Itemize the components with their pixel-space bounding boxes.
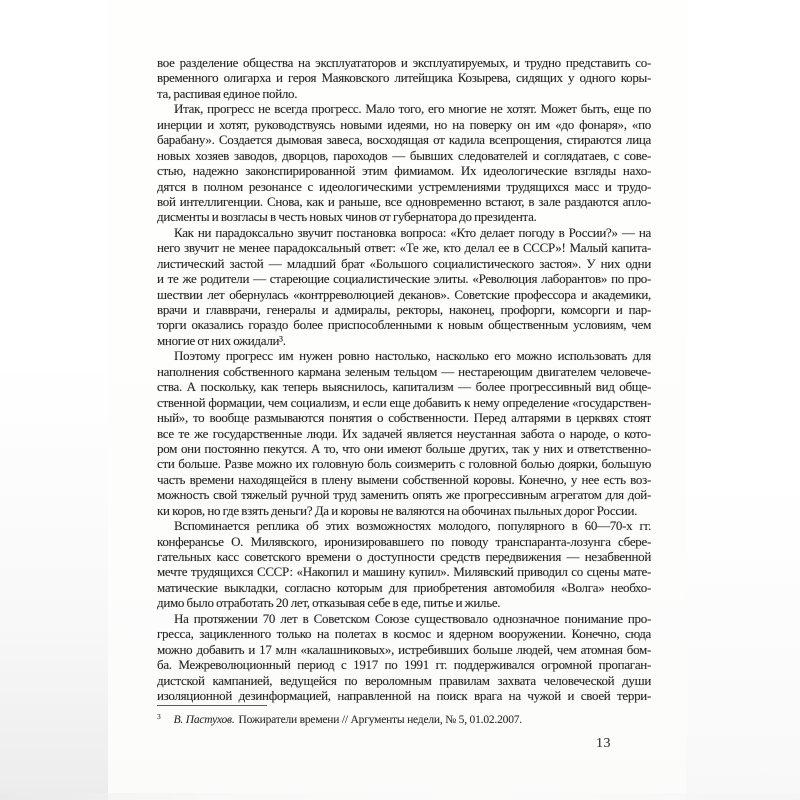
text-line: матические выкладки, согласно которым для приобретения автомобиля «Волга» необхо-: [157, 579, 651, 595]
footnote-marker: 3: [157, 712, 161, 721]
text-block: [157, 55, 651, 703]
footnote-author: В. Пастухов.: [173, 714, 235, 726]
text-line: гательных касс советского времени о доступности средств передвижения — незабвенной: [157, 549, 651, 564]
text-line: наполнения собственного кармана зеленым тельцом — нестареющим двигателем человече-: [157, 363, 651, 379]
page-number: 13: [596, 736, 611, 751]
text-line: и те же родители — стареющие социалистические элиты. «Революция лаборантов» по про-: [157, 271, 651, 287]
right-margin-shadow: [686, 0, 800, 800]
text-line: дисменты и возгласы в честь новых чинов от губернатора до президента.: [157, 209, 537, 225]
text-line: Вспоминается реплика об этих возможностях молодого, популярного в 60—70-х гг.: [174, 518, 651, 534]
text-line: мечте трудящихся СССР: «Накопил и машину купил». Милявский приводил со сцены мате-: [157, 564, 651, 580]
footnote: [157, 710, 651, 727]
text-line: гресса, зацикленного только на полетах в космос и ядерном вооружении. Конечно, сюда: [157, 626, 651, 642]
text-line: можность свой тяжелый ручной труд заменить опять же прогрессивным агрегатом для дой-: [157, 487, 651, 503]
text-line: стью, надежно законспирированной этим фимиамом. Их идеологические взгляды нахо-: [157, 163, 651, 179]
footnote-divider: [157, 705, 267, 706]
text-line: ром они постоянно пекутся. А то, что они имеют больше других, так у них и ответственно-: [157, 440, 651, 456]
text-line: часть времени находящейся в плену вымени собственной коровы. Конечно, у нее есть воз-: [157, 471, 651, 487]
text-line: ки коров, но где взять деньги? Да и коровы не валяются на обочинах пыльных дорог России.: [157, 502, 638, 518]
footnote-reference: Пожиратели времени // Аргументы недели, № 5, 01.02.2007.: [238, 714, 522, 726]
text-line: изоляционной дезинформацией, направленной на поиск врага на чужой и своей терри-: [157, 687, 651, 703]
text-line: ба. Межреволюционный период с 1917 по 1991 гг. поддерживался огромной пропаган-: [157, 657, 651, 673]
text-line: та, распивая единое пойло.: [157, 85, 298, 101]
text-line: дятся в полном резонансе с идеологическими устремлениями трудящихся масс и трудо-: [157, 178, 651, 194]
text-line: Поэтому прогресс им нужен ровно настолько, насколько его можно использовать для: [174, 348, 651, 364]
text-line: вое разделение общества на эксплуататоров и эксплуатируемых, и трудно представить со-: [157, 55, 651, 70]
text-line: временного олигарха и героя Маяковского литейщика Козырева, сидящих у одного коры-: [157, 70, 651, 86]
text-line: ный», то вообще размываются понятия о собственности. Перед алтарями в церквях стоят: [157, 410, 651, 426]
text-line: многие от них ожидали³.: [157, 332, 286, 348]
left-margin-shadow: [0, 0, 108, 800]
text-line: врачи и главврачи, генералы и адмиралы, ректоры, наконец, профорги, комсорги и пар-: [157, 302, 651, 317]
text-line: инерции и хотят, руководствуясь новыми идеями, но на поверку он им «до фонаря», «по: [157, 116, 651, 132]
text-line: барабану». Создается дымовая завеса, восходящая от кадила всепрощения, стираются лица: [157, 132, 651, 148]
bottom-edge-shadow: [0, 793, 800, 800]
text-line: листический застой — младший брат «Большого социалистического застоя». У них одни: [157, 255, 651, 271]
text-line: него звучит не менее парадоксальный ответ: «Те же, кто делал ее в СССР»! Малый капита-: [157, 240, 651, 256]
text-line: сти больше. Разве можно их головную боль соизмерить с головной болью доярки, большую: [157, 456, 651, 472]
text-line: вой интеллигенции. Снова, как и раньше, все одновременно встают, в зале раздаются апло-: [157, 193, 651, 209]
text-line: На протяжении 70 лет в Советском Союзе существовало однозначное понимание про-: [174, 610, 651, 626]
text-line: Как ни парадоксально звучит постановка вопроса: «Кто делает погоду в России?» — на: [174, 224, 651, 240]
text-line: шествии лет обернулась «контрреволюцией деканов». Советские профессора и академики,: [157, 286, 651, 302]
text-line: Итак, прогресс не всегда прогресс. Мало того, его многие не хотят. Может быть, еще по: [174, 101, 651, 117]
text-line: торги оказались гораздо более приспособленными к новым общественным условиям, чем: [157, 317, 651, 333]
text-line: конферансье О. Милявского, иронизировавшего по поводу транспаранта-лозунга сбере-: [157, 533, 651, 549]
text-line: можно добавить и 17 млн «калашниковых», истребивших больше людей, чем атомная бом-: [157, 641, 651, 657]
text-line: ства. А поскольку, как теперь выяснилось, капитализм — более прогрессивный вид обще-: [157, 379, 651, 395]
text-line: дистской кампанией, ведущейся по вероломным правилам захвата человеческой души: [157, 672, 651, 688]
text-line: ственной формации, чем социализм, и если еще добавить к нему определение «государствен-: [157, 394, 651, 410]
text-line: димо было отработать 20 лет, отказывая себе в еде, питье и жилье.: [157, 595, 501, 611]
text-line: все те же государственные люди. Их задачей является неустанная забота о народе, о кото-: [157, 425, 651, 441]
text-line: новых хозяев заводов, дворцов, пароходов — бывших следователей и соглядатаев, с сове-: [157, 147, 651, 163]
